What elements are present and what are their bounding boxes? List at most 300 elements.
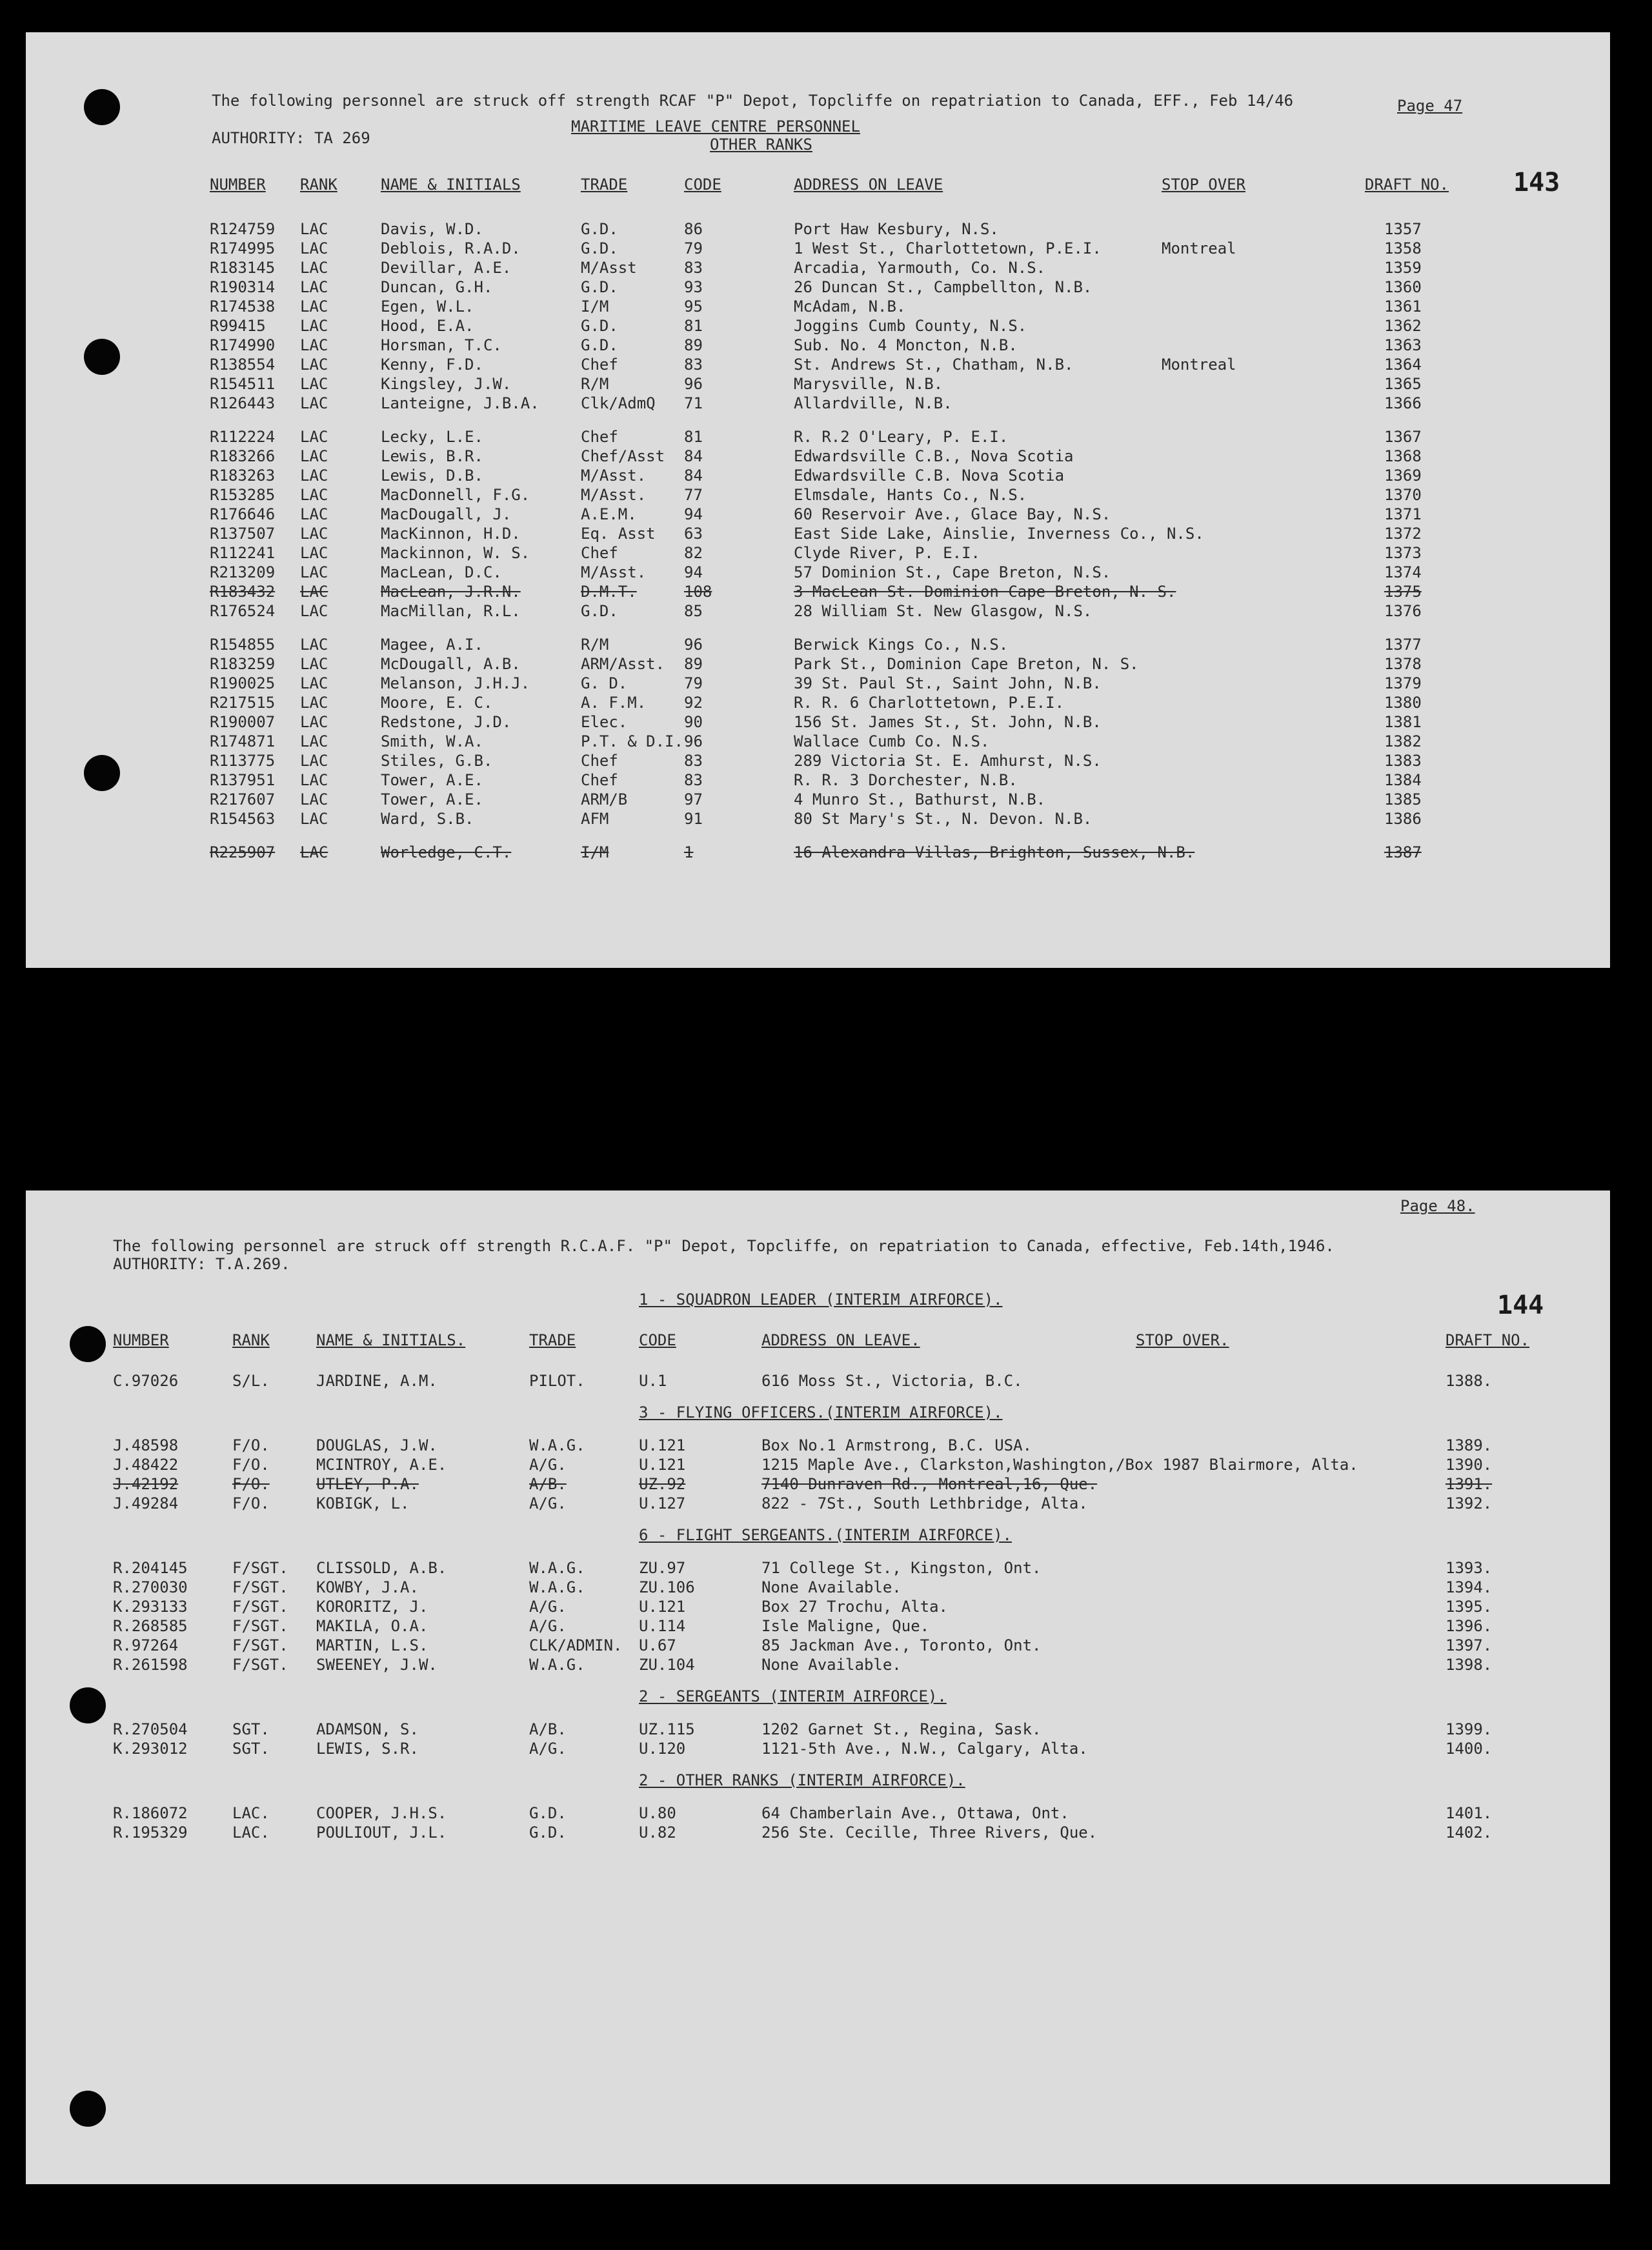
cell-number: R.97264 [113,1636,179,1654]
cell-address: McAdam, N.B. [794,297,906,316]
cell-address: 64 Chamberlain Ave., Ottawa, Ont. [761,1804,1069,1822]
cell-draft: 1362 [1384,317,1422,335]
cell-trade: I/M [581,843,609,861]
cell-address: 7140 Dunraven Rd., Montreal,16, Que. [761,1475,1098,1493]
table-row [26,316,1610,336]
cell-number: R113775 [210,752,276,770]
table-row [26,1371,1610,1391]
cell-trade: Chef [581,428,618,446]
cell-name: Stiles, G.B. [381,752,493,770]
cell-trade: G.D. [581,336,618,354]
cell-address: 1202 Garnet St., Regina, Sask. [761,1720,1042,1738]
cell-name: MARTIN, L.S. [316,1636,428,1654]
cell-trade: A/G. [529,1617,567,1635]
cell-address: 28 William St. New Glasgow, N.S. [794,602,1093,620]
column-header: NAME & INITIALS [381,176,521,194]
column-header: DRAFT NO. [1365,176,1449,194]
cell-number: R225907 [210,843,276,861]
table-row [26,751,1610,770]
cell-name: KORORITZ, J. [316,1598,428,1616]
table-row [26,1494,1610,1513]
cell-rank: LAC [300,674,328,692]
column-header: DRAFT NO. [1446,1331,1530,1349]
cell-name: MacDougall, J. [381,505,512,523]
cell-number: R138554 [210,356,276,374]
document-page-48 [26,1190,1610,2184]
cell-draft: 1359 [1384,259,1422,277]
cell-number: R.261598 [113,1656,188,1674]
cell-draft: 1360 [1384,278,1422,296]
cell-address: Arcadia, Yarmouth, Co. N.S. [794,259,1046,277]
cell-rank: LAC [300,447,328,465]
cell-name: Kingsley, J.W. [381,375,512,393]
cell-name: Kenny, F.D. [381,356,483,374]
cell-code: 84 [684,467,703,485]
cell-trade: CLK/ADMIN. [529,1636,623,1654]
cell-number: R183432 [210,583,276,601]
table-row [26,1455,1610,1474]
cell-number: R137507 [210,525,276,543]
cell-name: POULIOUT, J.L. [316,1823,447,1842]
cell-rank: LAC [300,732,328,750]
cell-draft: 1358 [1384,239,1422,257]
cell-draft: 1389. [1446,1436,1493,1454]
cell-code: 79 [684,239,703,257]
column-header: ADDRESS ON LEAVE. [761,1331,920,1349]
cell-number: C.97026 [113,1372,179,1390]
cell-code: U.82 [639,1823,676,1842]
cell-address: St. Andrews St., Chatham, N.B. [794,356,1074,374]
cell-number: R174990 [210,336,276,354]
cell-address: Clyde River, P. E.I. [794,544,980,562]
cell-rank: F/SGT. [232,1636,288,1654]
cell-rank: LAC [300,583,328,601]
cell-code: 82 [684,544,703,562]
cell-rank: S/L. [232,1372,270,1390]
table-row [26,239,1610,258]
table-row [26,219,1610,239]
cell-name: Moore, E. C. [381,694,493,712]
cell-name: MacDonnell, F.G. [381,486,530,504]
cell-address: Edwardsville C.B., Nova Scotia [794,447,1074,465]
cell-name: Melanson, J.H.J. [381,674,530,692]
cell-code: 83 [684,259,703,277]
cell-address: R. R. 6 Charlottetown, P.E.I. [794,694,1065,712]
cell-name: Lewis, B.R. [381,447,483,465]
cell-rank: LAC [300,239,328,257]
cell-trade: G.D. [581,239,618,257]
column-header: TRADE [529,1331,576,1349]
table-row [26,524,1610,543]
cell-address: 39 St. Paul St., Saint John, N.B. [794,674,1102,692]
cell-trade: R/M [581,375,609,393]
cell-code: 83 [684,752,703,770]
cell-trade: A/G. [529,1494,567,1512]
cell-draft: 1393. [1446,1559,1493,1577]
cell-draft: 1399. [1446,1720,1493,1738]
table-row [26,1558,1610,1578]
cell-name: Lanteigne, J.B.A. [381,394,539,412]
page-number: Page 48. [1400,1197,1475,1215]
table-row [26,1597,1610,1616]
cell-number: R183266 [210,447,276,465]
punch-hole [70,2091,106,2127]
cell-name: Horsman, T.C. [381,336,502,354]
cell-code: 93 [684,278,703,296]
cell-trade: W.A.G. [529,1559,585,1577]
cell-draft: 1396. [1446,1617,1493,1635]
cell-code: 81 [684,317,703,335]
table-row [26,712,1610,732]
section-title: 2 - OTHER RANKS (INTERIM AIRFORCE). [639,1771,965,1789]
cell-address: 616 Moss St., Victoria, B.C. [761,1372,1023,1390]
section-title: 3 - FLYING OFFICERS.(INTERIM AIRFORCE). [639,1403,1003,1421]
table-row [26,485,1610,505]
cell-name: ADAMSON, S. [316,1720,419,1738]
cell-trade: G.D. [581,220,618,238]
cell-code: ZU.106 [639,1578,695,1596]
cell-address: 71 College St., Kingston, Ont. [761,1559,1042,1577]
cell-trade: Chef [581,356,618,374]
cell-name: Worledge, C.T. [381,843,512,861]
cell-rank: LAC [300,428,328,446]
cell-rank: LAC [300,544,328,562]
cell-draft: 1370 [1384,486,1422,504]
cell-code: U.121 [639,1436,686,1454]
cell-draft: 1395. [1446,1598,1493,1616]
page-stamp: 143 [1513,168,1560,197]
cell-code: 92 [684,694,703,712]
cell-draft: 1402. [1446,1823,1493,1842]
table-row [26,297,1610,316]
cell-code: 86 [684,220,703,238]
cell-address: 26 Duncan St., Campbellton, N.B. [794,278,1093,296]
cell-trade: R/M [581,636,609,654]
cell-name: Deblois, R.A.D. [381,239,521,257]
cell-rank: SGT. [232,1740,270,1758]
cell-draft: 1363 [1384,336,1422,354]
column-header: RANK [232,1331,270,1349]
cell-number: R154563 [210,810,276,828]
cell-address: Elmsdale, Hants Co., N.S. [794,486,1027,504]
cell-trade: G.D. [581,278,618,296]
cell-address: 289 Victoria St. E. Amhurst, N.S. [794,752,1102,770]
cell-name: LEWIS, S.R. [316,1740,419,1758]
cell-name: Redstone, J.D. [381,713,512,731]
cell-number: R154855 [210,636,276,654]
cell-draft: 1398. [1446,1656,1493,1674]
cell-trade: A/G. [529,1740,567,1758]
table-row [26,635,1610,654]
cell-code: 84 [684,447,703,465]
cell-rank: LAC [300,317,328,335]
table-row [26,790,1610,809]
cell-trade: G.D. [529,1823,567,1842]
column-header: CODE [639,1331,676,1349]
cell-rank: LAC [300,771,328,789]
cell-draft: 1387 [1384,843,1422,861]
table-row [26,277,1610,297]
cell-trade: AFM [581,810,609,828]
table-row-struck [26,1474,1610,1494]
cell-name: Egen, W.L. [381,297,474,316]
table-row [26,258,1610,277]
cell-number: K.293133 [113,1598,188,1616]
cell-code: 108 [684,583,712,601]
table-row [26,447,1610,466]
table-row [26,809,1610,829]
cell-code: U.121 [639,1598,686,1616]
punch-hole [84,89,120,125]
cell-name: MacKinnon, H.D. [381,525,521,543]
cell-trade: ARM/B [581,790,628,809]
cell-address: 256 Ste. Cecille, Three Rivers, Que. [761,1823,1098,1842]
cell-draft: 1361 [1384,297,1422,316]
table-row-struck [26,843,1610,862]
cell-name: Devillar, A.E. [381,259,512,277]
cell-number: R190314 [210,278,276,296]
cell-address: None Available. [761,1656,902,1674]
table-row [26,505,1610,524]
section-title: MARITIME LEAVE CENTRE PERSONNEL [571,117,860,136]
cell-trade: Elec. [581,713,628,731]
table-row [26,770,1610,790]
cell-stop: Montreal [1162,356,1236,374]
cell-rank: LAC [300,394,328,412]
cell-draft: 1388. [1446,1372,1493,1390]
cell-draft: 1381 [1384,713,1422,731]
cell-draft: 1367 [1384,428,1422,446]
cell-name: CLISSOLD, A.B. [316,1559,447,1577]
cell-draft: 1374 [1384,563,1422,581]
table-row [26,654,1610,674]
cell-address: Edwardsville C.B. Nova Scotia [794,467,1065,485]
cell-code: 96 [684,375,703,393]
cell-code: 85 [684,602,703,620]
cell-code: 96 [684,732,703,750]
cell-draft: 1377 [1384,636,1422,654]
cell-number: J.48598 [113,1436,179,1454]
cell-rank: F/O. [232,1436,270,1454]
table-row [26,374,1610,394]
cell-code: 79 [684,674,703,692]
cell-code: 96 [684,636,703,654]
cell-name: Mackinnon, W. S. [381,544,530,562]
cell-rank: F/SGT. [232,1617,288,1635]
cell-trade: D.M.T. [581,583,637,601]
cell-name: Lewis, D.B. [381,467,483,485]
cell-address: 3 MacLean St. Dominion Cape Breton, N. S. [794,583,1176,601]
cell-draft: 1385 [1384,790,1422,809]
cell-number: R.268585 [113,1617,188,1635]
cell-draft: 1400. [1446,1740,1493,1758]
cell-code: 63 [684,525,703,543]
table-row [26,466,1610,485]
cell-name: Duncan, G.H. [381,278,493,296]
column-header: STOP OVER [1162,176,1246,194]
cell-code: 83 [684,356,703,374]
cell-address: None Available. [761,1578,902,1596]
table-row [26,336,1610,355]
column-header: STOP OVER. [1136,1331,1229,1349]
cell-rank: LAC [300,602,328,620]
cell-address: 1121-5th Ave., N.W., Calgary, Alta. [761,1740,1088,1758]
section-title: 2 - SERGEANTS (INTERIM AIRFORCE). [639,1687,947,1705]
cell-number: R153285 [210,486,276,504]
cell-rank: F/SGT. [232,1559,288,1577]
cell-number: J.42192 [113,1475,179,1493]
cell-address: 60 Reservoir Ave., Glace Bay, N.S. [794,505,1111,523]
cell-address: 80 St Mary's St., N. Devon. N.B. [794,810,1093,828]
cell-address: Box No.1 Armstrong, B.C. USA. [761,1436,1032,1454]
cell-trade: Chef [581,771,618,789]
cell-trade: W.A.G. [529,1656,585,1674]
cell-trade: Chef [581,752,618,770]
document-page-47 [26,32,1610,968]
cell-trade: G.D. [581,602,618,620]
cell-draft: 1391. [1446,1475,1493,1493]
cell-trade: W.A.G. [529,1578,585,1596]
cell-address: Port Haw Kesbury, N.S. [794,220,999,238]
cell-trade: P.T. & D.I. [581,732,683,750]
cell-trade: W.A.G. [529,1436,585,1454]
cell-code: UZ.92 [639,1475,686,1493]
column-header: NUMBER [113,1331,169,1349]
cell-number: R.186072 [113,1804,188,1822]
cell-rank: LAC [300,278,328,296]
cell-trade: ARM/Asst. [581,655,665,673]
cell-rank: LAC [300,336,328,354]
cell-trade: M/Asst. [581,486,647,504]
table-row [26,601,1610,621]
cell-draft: 1375 [1384,583,1422,601]
column-header: NAME & INITIALS. [316,1331,466,1349]
cell-number: R217607 [210,790,276,809]
cell-name: McDougall, A.B. [381,655,521,673]
cell-name: Magee, A.I. [381,636,483,654]
column-header: RANK [300,176,337,194]
cell-name: SWEENEY, J.W. [316,1656,438,1674]
section-subtitle: OTHER RANKS [710,136,812,154]
cell-address: Park St., Dominion Cape Breton, N. S. [794,655,1139,673]
cell-number: R112224 [210,428,276,446]
cell-number: R183259 [210,655,276,673]
cell-rank: F/SGT. [232,1598,288,1616]
cell-draft: 1380 [1384,694,1422,712]
cell-number: R190007 [210,713,276,731]
cell-code: U.120 [639,1740,686,1758]
cell-rank: F/SGT. [232,1656,288,1674]
cell-trade: G. D. [581,674,628,692]
cell-name: JARDINE, A.M. [316,1372,438,1390]
table-row [26,1578,1610,1597]
cell-number: J.49284 [113,1494,179,1512]
cell-draft: 1357 [1384,220,1422,238]
cell-code: UZ.115 [639,1720,695,1738]
cell-name: Davis, W.D. [381,220,483,238]
cell-address: 85 Jackman Ave., Toronto, Ont. [761,1636,1042,1654]
cell-trade: I/M [581,297,609,316]
cell-code: U.121 [639,1456,686,1474]
cell-trade: A. F.M. [581,694,647,712]
cell-rank: LAC [300,467,328,485]
cell-rank: LAC [300,259,328,277]
cell-number: R174538 [210,297,276,316]
cell-trade: Chef/Asst [581,447,665,465]
cell-number: R190025 [210,674,276,692]
cell-trade: M/Asst. [581,467,647,485]
cell-address: 156 St. James St., St. John, N.B. [794,713,1102,731]
cell-number: R183263 [210,467,276,485]
cell-address: Marysville, N.B. [794,375,943,393]
cell-draft: 1373 [1384,544,1422,562]
cell-draft: 1368 [1384,447,1422,465]
cell-code: 91 [684,810,703,828]
cell-rank: LAC [300,636,328,654]
cell-number: R99415 [210,317,266,335]
cell-rank: LAC [300,486,328,504]
cell-number: R.270030 [113,1578,188,1596]
cell-code: ZU.104 [639,1656,695,1674]
cell-code: 90 [684,713,703,731]
table-row [26,543,1610,563]
cell-code: U.80 [639,1804,676,1822]
cell-rank: LAC [300,790,328,809]
cell-number: R.270504 [113,1720,188,1738]
cell-code: U.114 [639,1617,686,1635]
cell-rank: LAC [300,297,328,316]
cell-name: Tower, A.E. [381,771,483,789]
table-row [26,1616,1610,1636]
page-number: Page 47 [1397,97,1463,115]
cell-draft: 1369 [1384,467,1422,485]
table-row [26,732,1610,751]
cell-trade: Chef [581,544,618,562]
cell-number: R183145 [210,259,276,277]
cell-number: R174995 [210,239,276,257]
cell-rank: LAC [300,810,328,828]
table-row-struck [26,582,1610,601]
cell-trade: G.D. [529,1804,567,1822]
cell-address: R. R. 3 Dorchester, N.B. [794,771,1018,789]
cell-number: R213209 [210,563,276,581]
cell-name: MacLean, J.R.N. [381,583,521,601]
cell-draft: 1384 [1384,771,1422,789]
cell-rank: LAC. [232,1823,270,1842]
cell-trade: PILOT. [529,1372,585,1390]
cell-draft: 1390. [1446,1456,1493,1474]
cell-rank: LAC [300,220,328,238]
cell-draft: 1397. [1446,1636,1493,1654]
column-header: NUMBER [210,176,266,194]
cell-rank: F/O. [232,1456,270,1474]
cell-rank: F/O. [232,1494,270,1512]
table-row [26,1739,1610,1758]
cell-address: 16 Alexandra Villas, Brighton, Sussex, N.B. [794,843,1195,861]
cell-rank: LAC [300,375,328,393]
cell-address: Wallace Cumb Co. N.S. [794,732,990,750]
cell-rank: LAC [300,843,328,861]
cell-name: MacMillan, R.L. [381,602,521,620]
cell-number: R137951 [210,771,276,789]
cell-draft: 1378 [1384,655,1422,673]
column-header: TRADE [581,176,628,194]
cell-trade: G.D. [581,317,618,335]
authority: AUTHORITY: T.A.269. [113,1255,290,1273]
cell-draft: 1364 [1384,356,1422,374]
cell-number: J.48422 [113,1456,179,1474]
cell-code: 89 [684,655,703,673]
